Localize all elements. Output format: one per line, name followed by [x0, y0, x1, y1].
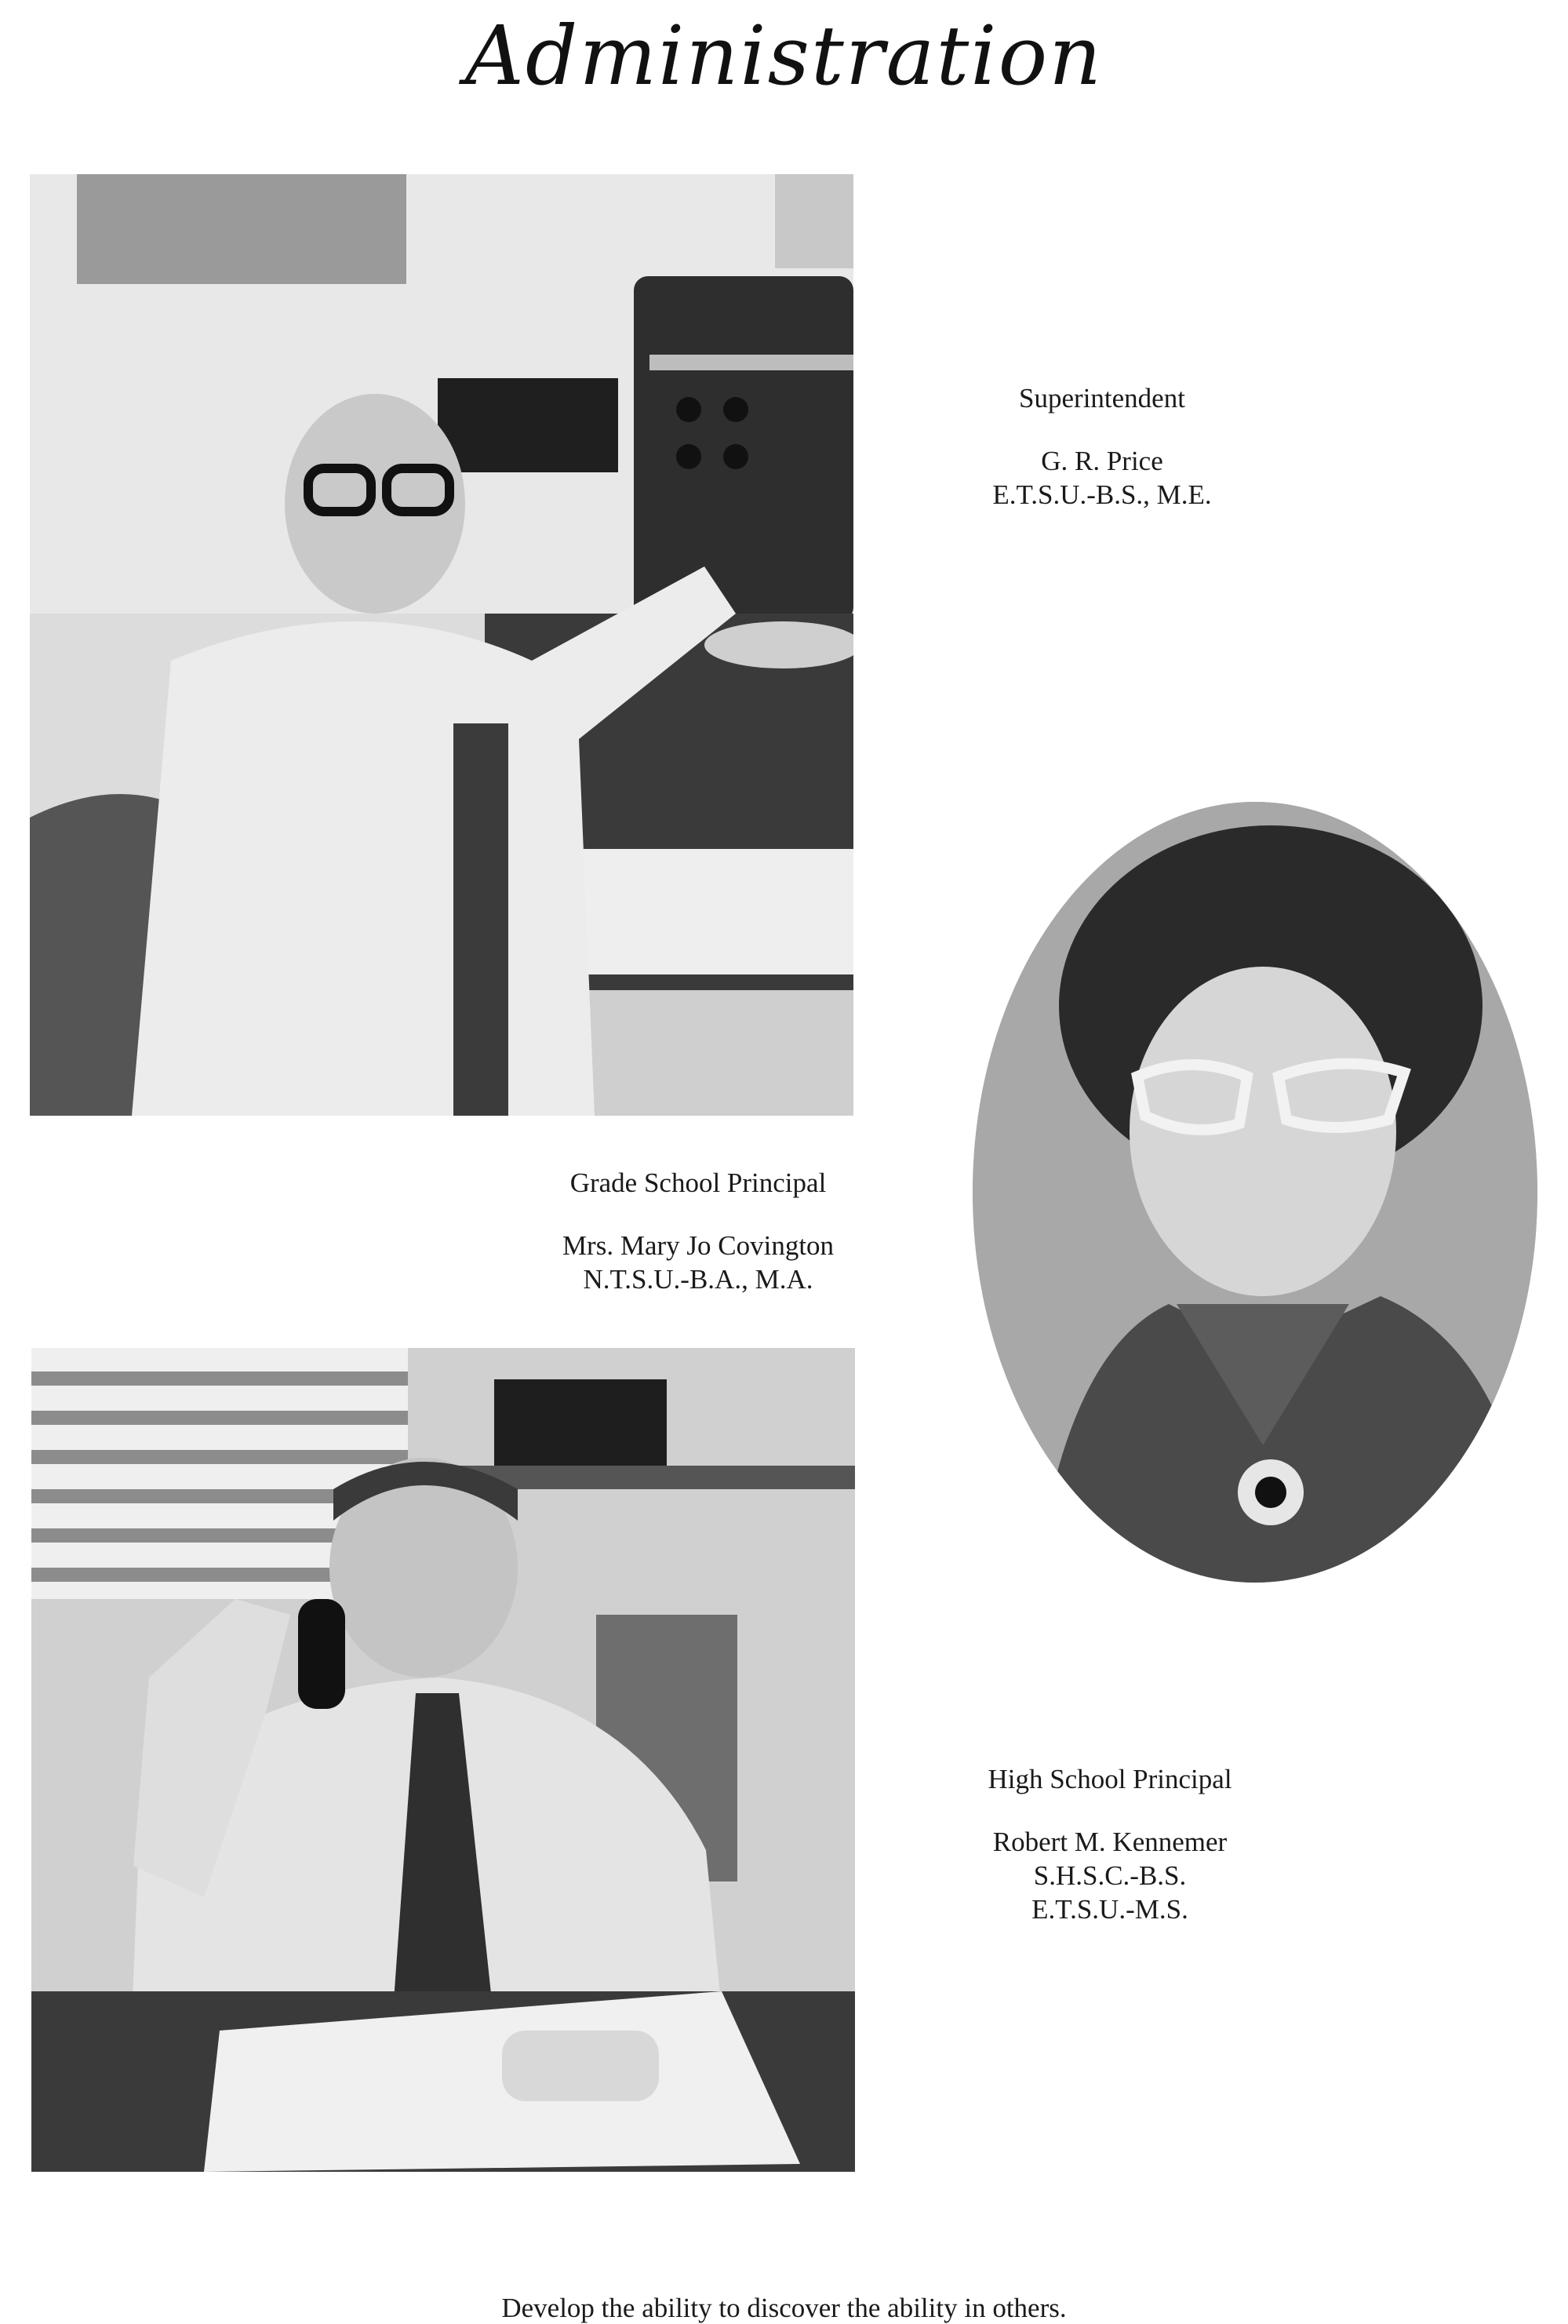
- superintendent-credentials: E.T.S.U.-B.S., M.E.: [992, 479, 1212, 510]
- grade-principal-portrait: [973, 802, 1537, 1583]
- superintendent-name: G. R. Price: [1041, 446, 1163, 476]
- grade-principal-name: Mrs. Mary Jo Covington: [562, 1230, 835, 1261]
- superintendent-role: Superintendent: [1019, 383, 1185, 413]
- superintendent-caption: [933, 381, 1271, 512]
- high-principal-name: Robert M. Kennemer: [992, 1827, 1228, 1857]
- high-principal-credentials-2: E.T.S.U.-M.S.: [1031, 1894, 1188, 1925]
- grade-principal-role: Grade School Principal: [569, 1167, 827, 1198]
- grade-principal-caption: [510, 1166, 886, 1296]
- superintendent-photo-illustration: [30, 174, 853, 1116]
- high-principal-role: High School Principal: [988, 1764, 1232, 1794]
- high-principal-photo: [31, 1348, 855, 2172]
- superintendent-photo: [30, 174, 853, 1116]
- grade-principal-credentials: N.T.S.U.-B.A., M.A.: [583, 1264, 813, 1295]
- high-principal-caption: [926, 1762, 1294, 1926]
- high-principal-photo-illustration: [31, 1348, 855, 2172]
- page-title: Administration: [464, 8, 1104, 104]
- grade-principal-portrait-illustration: [973, 802, 1537, 1583]
- high-principal-credentials-1: S.H.S.C.-B.S.: [1033, 1860, 1187, 1891]
- page-motto: Develop the ability to discover the ability in others.: [501, 2293, 1067, 2323]
